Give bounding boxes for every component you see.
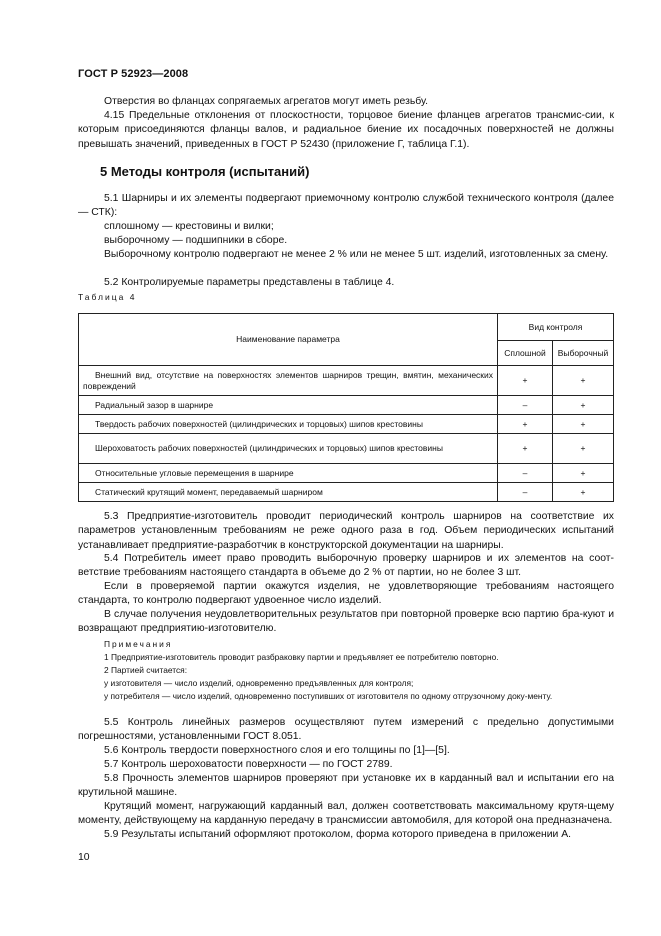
paragraph-5-5: 5.5 Контроль линейных размеров осуществляют путем измерений с предельно допустимыми погрешностями, установленными ГОСТ 8.051. — [78, 717, 614, 743]
paragraph-defective-batch: Если в проверяемой партии окажутся изделия, не удовлетворяющие требованиям настоящего стандарта, то контролю подвергают удвоенное число изделий. — [78, 581, 614, 607]
table-header-parameter: Наименование параметра — [79, 314, 498, 366]
note-item: 2 Партией считается: — [104, 665, 188, 675]
paragraph-4-15: 4.15 Предельные отклонения от плоскостности, торцовое биение фланцев агрегатов трансмис-сии, к которым присоединяются фланцы валов, и радиальное биение их посадочных поверхностей не должны превышать значений, приведенных в ГОСТ Р 52430 (приложение Г, таблица Г.1). — [78, 110, 614, 150]
table-cell-sample: + — [553, 396, 614, 415]
table-cell-sample: + — [553, 483, 614, 502]
paragraph-5-3: 5.3 Предприятие-изготовитель проводит периодический контроль шарниров на соответствие их параметров установленным требованиям не реже одного раза в год. Объем периодических испытаний устанавливает предприятие-разработчик в конструкторской документации на шарниры. — [78, 511, 614, 551]
paragraph-flange-threads: Отверстия во фланцах сопрягаемых агрегатов могут иметь резьбу. — [104, 96, 429, 107]
table-header-full: Сплошной — [498, 341, 553, 366]
table-cell-sample: + — [553, 434, 614, 464]
paragraph-torque: Крутящий момент, нагружающий карданный вал, должен соответствовать максимальному крутя-щему моменту, действующему на карданную передачу в трансмиссии автомобиля, для которой она предназначена. — [78, 801, 614, 827]
section-heading-5: 5 Методы контроля (испытаний) — [100, 164, 310, 179]
table-cell-parameter: Внешний вид, отсутствие на поверхностях элементов шарниров трещин, вмятин, механических повреждений — [79, 366, 498, 396]
paragraph-rejection: В случае получения неудовлетворительных результатов при повторной проверке всю партию бра-куют и возвращают предприятию-изготовителю. — [78, 609, 614, 635]
table-cell-full: + — [498, 434, 553, 464]
table-cell-full: + — [498, 366, 553, 396]
table-row — [79, 464, 614, 483]
table-cell-parameter: Относительные угловые перемещения в шарнире — [79, 464, 498, 483]
paragraph-5-6: 5.6 Контроль твердости поверхностного слоя и его толщины по [1]—[5]. — [104, 745, 450, 756]
table-cell-full: – — [498, 464, 553, 483]
table-row — [79, 434, 614, 464]
paragraph-sample-rate: Выборочному контролю подвергают не менее 2 % или не менее 5 шт. изделий, изготовленных за смену. — [104, 249, 609, 260]
table-cell-parameter: Шероховатость рабочих поверхностей (цилиндрических и торцовых) шипов крестовины — [79, 434, 498, 464]
paragraph-sample-control: выборочному — подшипники в сборе. — [104, 235, 288, 246]
table-row — [79, 415, 614, 434]
paragraph-5-9: 5.9 Результаты испытаний оформляют протоколом, форма которого приведена в приложении А. — [104, 829, 572, 840]
document-code-header: ГОСТ Р 52923—2008 — [78, 68, 189, 80]
note-item: у потребителя — число изделий, одновременно поступивших от изготовителя по одному отгрузочному доку-менту. — [104, 691, 553, 701]
table-cell-full: – — [498, 396, 553, 415]
table-header-control-type: Вид контроля — [498, 314, 614, 341]
table-cell-parameter: Статический крутящий момент, передаваемый шарниром — [79, 483, 498, 502]
table-cell-sample: + — [553, 366, 614, 396]
control-parameters-table — [78, 313, 614, 502]
table-cell-sample: + — [553, 415, 614, 434]
notes-title: Примечания — [104, 639, 173, 649]
paragraph-5-8: 5.8 Прочность элементов шарниров проверяют при установке их в карданный вал и испытании его на крутильной машине. — [78, 773, 614, 799]
table-cell-sample: + — [553, 464, 614, 483]
paragraph-5-4: 5.4 Потребитель имеет право проводить выборочную проверку шарниров и их элементов на соот-ветствие требованиям настоящего стандарта в объеме до 2 % от партии, но не более 3 шт. — [78, 553, 614, 579]
note-item: у изготовителя — число изделий, одновременно предъявленных для контроля; — [104, 678, 414, 688]
table-row — [79, 396, 614, 415]
note-item: 1 Предприятие-изготовитель проводит разбраковку партии и предъявляет ее потребителю повторно. — [104, 652, 499, 662]
table-cell-parameter: Радиальный зазор в шарнире — [79, 396, 498, 415]
table-cell-parameter: Твердость рабочих поверхностей (цилиндрических и торцовых) шипов крестовины — [79, 415, 498, 434]
table-cell-full: – — [498, 483, 553, 502]
page-number: 10 — [78, 852, 90, 863]
table-row — [79, 366, 614, 396]
paragraph-5-1: 5.1 Шарниры и их элементы подвергают приемочному контролю службой технического контроля (далее — СТК): — [78, 193, 614, 219]
table-row — [79, 483, 614, 502]
table-header-sample: Выборочный — [553, 341, 614, 366]
paragraph-5-7: 5.7 Контроль шероховатости поверхности — по ГОСТ 2789. — [104, 759, 393, 770]
paragraph-full-control: сплошному — крестовины и вилки; — [104, 221, 274, 232]
table-caption: Таблица 4 — [78, 292, 137, 302]
table-cell-full: + — [498, 415, 553, 434]
paragraph-5-2: 5.2 Контролируемые параметры представлены в таблице 4. — [104, 277, 395, 288]
